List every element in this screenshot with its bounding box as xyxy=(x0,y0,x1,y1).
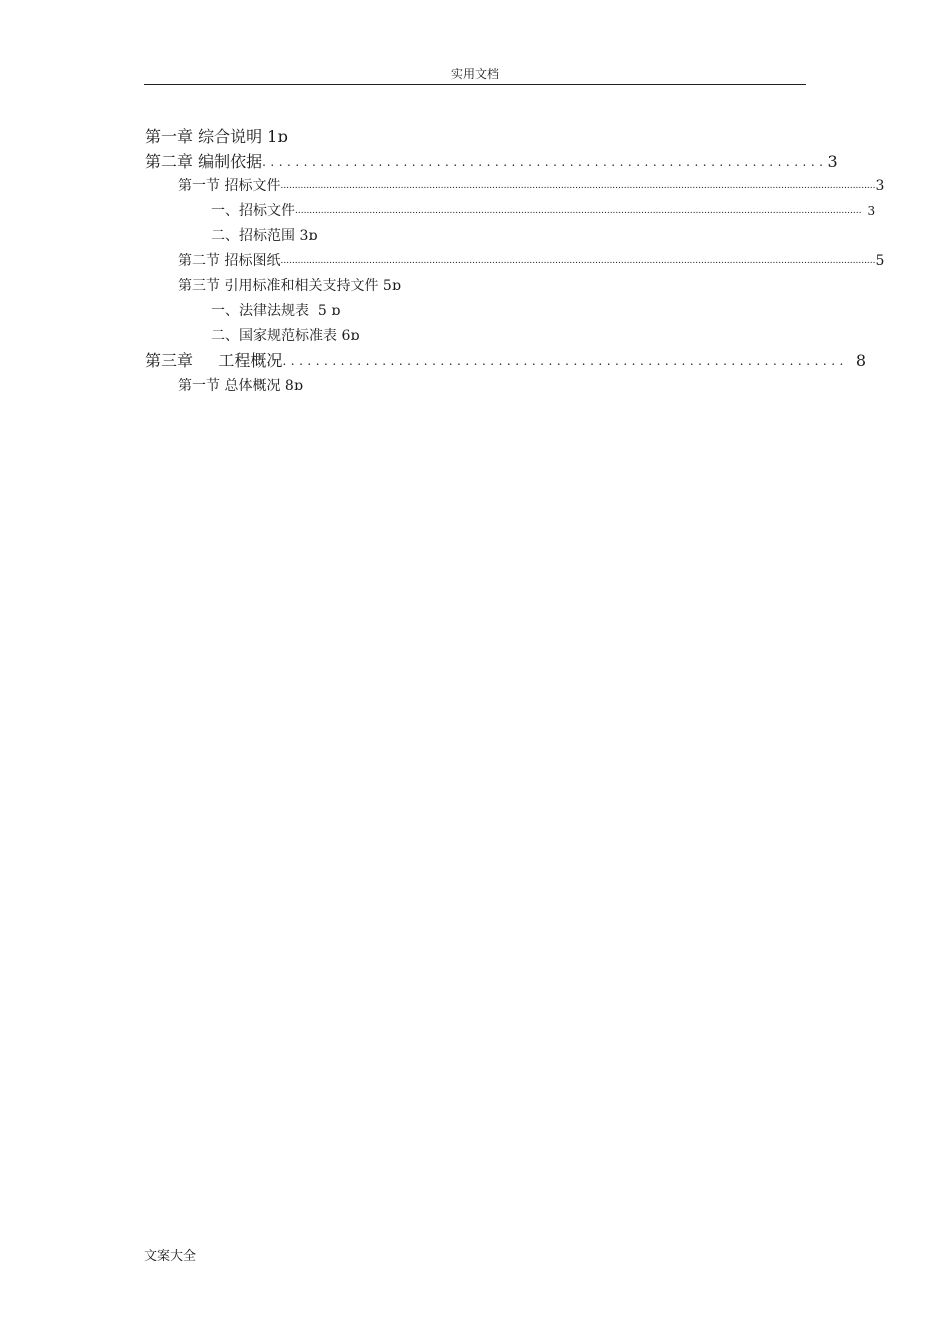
toc-entry-text: 第二节 招标图纸 xyxy=(178,253,281,269)
toc-page-number: 8 xyxy=(855,351,867,370)
toc-entry-item-1-3-2[interactable] xyxy=(211,326,411,346)
toc-entry-chapter-1[interactable] xyxy=(145,126,345,148)
toc-page-number: 5 xyxy=(875,253,885,269)
dot-leader: .................................................................... xyxy=(282,354,848,368)
paragraph-mark: ɒ xyxy=(293,378,303,394)
page-footer xyxy=(144,1248,196,1266)
toc-entry-item-1-1-1[interactable] xyxy=(211,201,876,221)
paragraph-mark: ɒ xyxy=(331,303,341,319)
toc-entry-chapter-3[interactable] xyxy=(145,350,867,372)
paragraph-mark: ɒ xyxy=(391,278,401,294)
toc-entry-text: 第一章 综合说明 1 xyxy=(145,127,278,146)
header-title: 实用文档 xyxy=(450,67,499,81)
footer-text: 文案大全 xyxy=(144,1249,197,1264)
dot-leader: ................................................................................................................................................................................................................ xyxy=(280,256,876,266)
paragraph-mark: ɒ xyxy=(350,328,360,344)
toc-entry-text: 第三节 引用标准和相关支持文件 5 xyxy=(178,278,392,294)
toc-entry-item-1-3-1[interactable] xyxy=(211,301,411,321)
toc-entry-item-1-1-2[interactable] xyxy=(211,226,411,246)
toc-page-number: 3 xyxy=(875,178,885,194)
toc-entry-chapter-2[interactable] xyxy=(145,151,838,173)
toc-entry-text: 一、法律法规表 5 xyxy=(211,303,332,319)
toc-entry-text: 第一节 招标文件 xyxy=(178,178,281,194)
toc-entry-section-1-3[interactable] xyxy=(178,276,478,296)
toc-page-number: 3 xyxy=(867,204,876,218)
toc-entry-text: 第一节 总体概况 8 xyxy=(178,378,294,394)
toc-entry-text: 第三章 工程概况 xyxy=(145,351,283,370)
toc-entry-text: 二、国家规范标准表 6 xyxy=(211,328,351,344)
paragraph-mark: ɒ xyxy=(277,127,288,146)
dot-leader: ................................................................................................................................................................................................................ xyxy=(280,181,876,191)
paragraph-mark: ɒ xyxy=(308,228,318,244)
dot-leader: .................................................................... xyxy=(262,155,828,169)
toc-entry-section-1-2[interactable] xyxy=(178,251,885,271)
toc-entry-section-3-1[interactable] xyxy=(178,376,378,396)
toc-entry-section-1-1[interactable] xyxy=(178,176,885,196)
toc-entry-text: 第二章 编制依据 xyxy=(145,152,263,171)
toc-entry-text: 一、招标文件 xyxy=(211,203,295,219)
toc-page-number: 3 xyxy=(827,152,838,171)
toc-entry-text: 二、招标范围 3 xyxy=(211,228,309,244)
dot-leader: ...................................................................................................................................................................................................... xyxy=(295,206,862,216)
